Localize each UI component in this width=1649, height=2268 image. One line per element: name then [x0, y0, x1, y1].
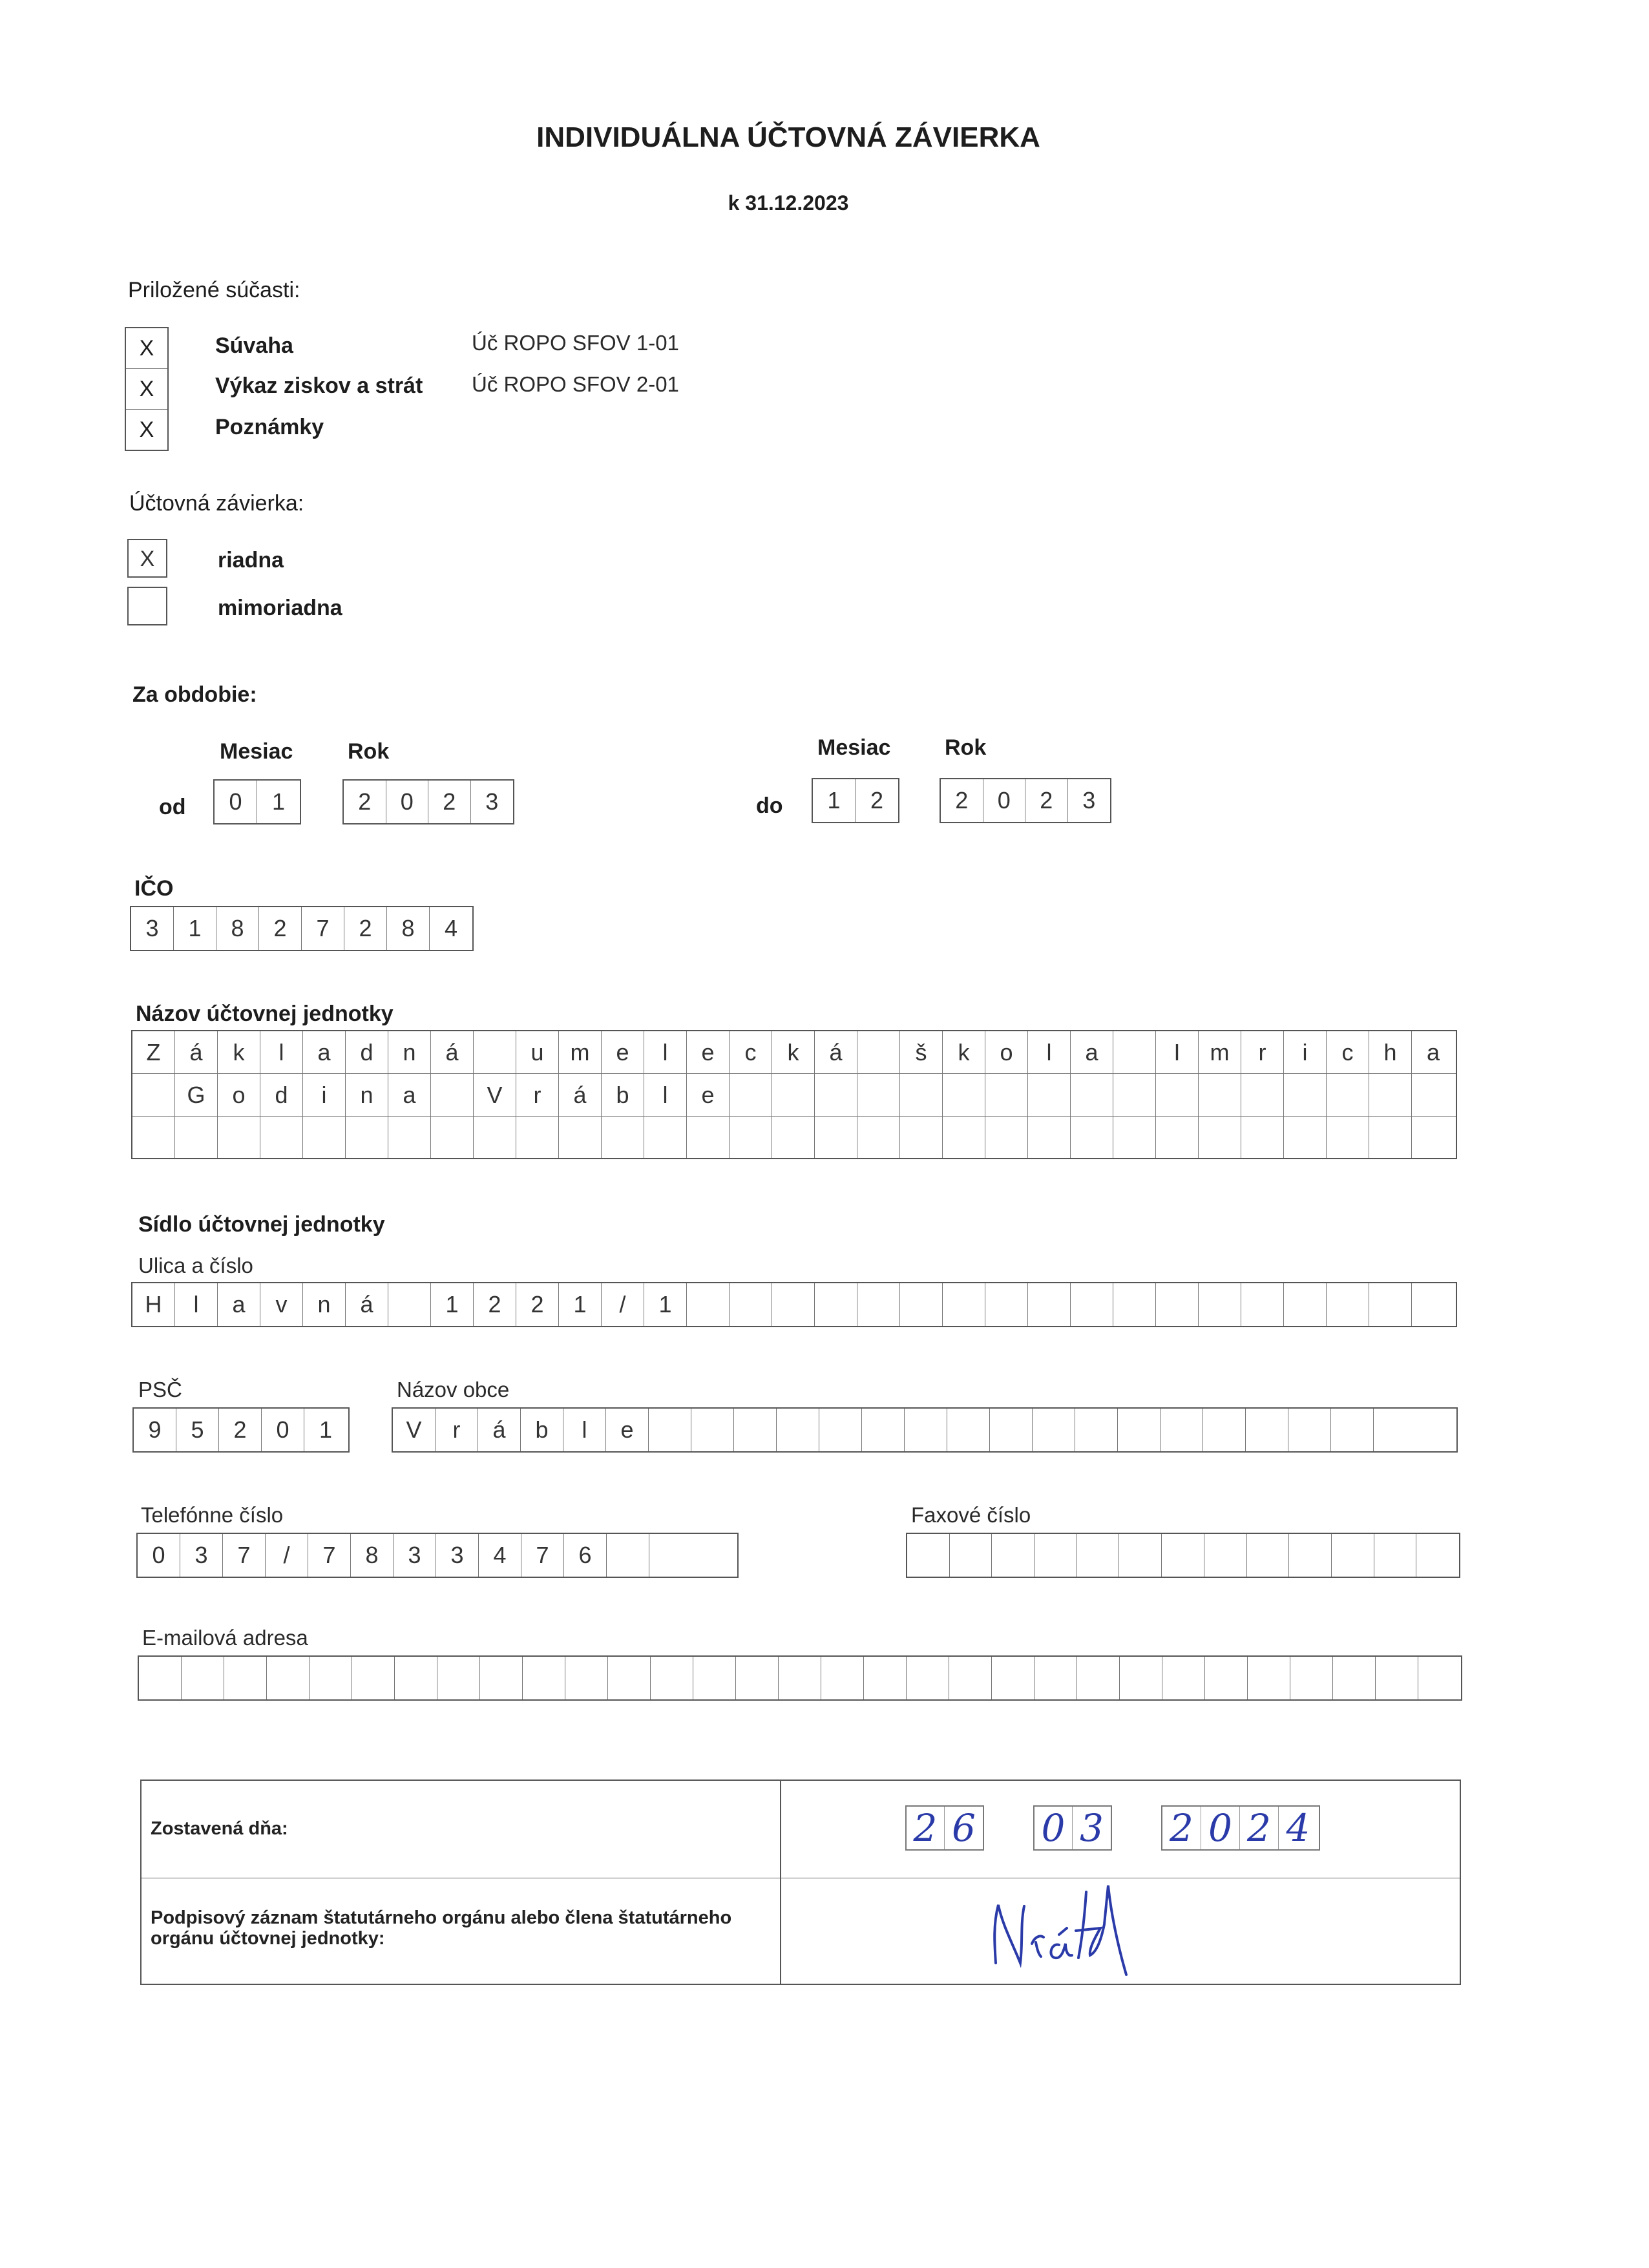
entity-name-row	[132, 1031, 1456, 1074]
char-cell	[730, 1283, 772, 1326]
char-cell	[218, 1117, 260, 1158]
statement-type-label-riadna: riadna	[218, 548, 284, 572]
compiled-month-field[interactable]: 0 3	[1033, 1805, 1112, 1851]
char-cell	[1416, 1534, 1459, 1577]
attachment-checkbox-vykaz[interactable]: X	[126, 369, 167, 410]
char-cell	[736, 1657, 779, 1699]
char-cell	[608, 1657, 651, 1699]
char-cell	[1333, 1657, 1376, 1699]
char-cell	[1028, 1074, 1071, 1116]
char-cell: l	[644, 1031, 687, 1073]
char-cell	[1247, 1534, 1290, 1577]
char-cell: á	[431, 1031, 474, 1073]
char-cell: n	[388, 1031, 431, 1073]
char-cell	[1077, 1657, 1120, 1699]
char-cell	[565, 1657, 608, 1699]
char-cell	[1289, 1534, 1332, 1577]
char-cell	[1071, 1117, 1113, 1158]
period-to-month-field[interactable]: 1 2	[812, 778, 899, 823]
char-cell	[1331, 1409, 1374, 1451]
attachment-label-vykaz: Výkaz ziskov a strát	[215, 373, 423, 398]
char-cell: 7	[223, 1534, 266, 1577]
char-cell	[1290, 1657, 1333, 1699]
char-cell: 1	[559, 1283, 602, 1326]
char-cell	[474, 1117, 516, 1158]
char-cell	[1113, 1074, 1156, 1116]
char-cell: l	[1028, 1031, 1071, 1073]
char-cell	[864, 1657, 907, 1699]
char-cell: i	[303, 1074, 346, 1116]
char-cell	[1248, 1657, 1290, 1699]
char-cell	[990, 1409, 1033, 1451]
signature-record-label: Podpisový záznam štatutárneho orgánu alebo člena štatutárneho orgánu účtovnej jednotky:	[151, 1907, 732, 1949]
char-cell	[815, 1283, 857, 1326]
char-cell	[900, 1074, 943, 1116]
char-cell	[267, 1657, 310, 1699]
char-cell	[1077, 1534, 1120, 1577]
char-cell: l	[563, 1409, 606, 1451]
entity-name-row	[132, 1074, 1456, 1117]
char-cell	[693, 1657, 736, 1699]
char-cell	[1035, 1657, 1077, 1699]
char-cell: š	[900, 1031, 943, 1073]
ico-label: IČO	[134, 876, 174, 901]
char-cell: 7	[521, 1534, 564, 1577]
char-cell: n	[346, 1074, 388, 1116]
street-field[interactable]	[131, 1282, 1457, 1327]
char-cell	[1412, 1117, 1455, 1158]
char-cell: G	[175, 1074, 218, 1116]
char-cell	[346, 1117, 388, 1158]
psc-field[interactable]: 9 5 2 0 1	[132, 1407, 350, 1453]
char-cell	[950, 1534, 993, 1577]
char-cell	[862, 1409, 905, 1451]
attachments-checkbox-column	[125, 327, 169, 451]
char-cell	[132, 1117, 175, 1158]
char-cell: 8	[351, 1534, 394, 1577]
char-cell	[1374, 1534, 1417, 1577]
char-cell	[175, 1117, 218, 1158]
char-cell	[687, 1283, 730, 1326]
char-cell: m	[559, 1031, 602, 1073]
char-cell: e	[606, 1409, 649, 1451]
char-cell: o	[218, 1074, 260, 1116]
char-cell	[1035, 1534, 1077, 1577]
char-cell	[480, 1657, 523, 1699]
char-cell: l	[175, 1283, 218, 1326]
period-from-label: od	[159, 795, 186, 819]
char-cell	[1284, 1283, 1327, 1326]
compiled-date-label: Zostavená dňa:	[151, 1818, 288, 1839]
char-cell	[1284, 1117, 1327, 1158]
char-cell	[1162, 1657, 1205, 1699]
char-cell	[691, 1409, 734, 1451]
char-cell	[985, 1283, 1028, 1326]
entity-name-label: Názov účtovnej jednotky	[136, 1002, 394, 1026]
char-cell: k	[943, 1031, 985, 1073]
char-cell	[431, 1074, 474, 1116]
char-cell: Z	[132, 1031, 175, 1073]
char-cell: c	[730, 1031, 772, 1073]
document-date: k 31.12.2023	[728, 191, 849, 215]
psc-label: PSČ	[138, 1378, 182, 1402]
city-label: Názov obce	[397, 1378, 510, 1402]
char-cell	[516, 1117, 559, 1158]
char-cell	[985, 1074, 1028, 1116]
period-from-month-label: Mesiac	[220, 739, 293, 764]
char-cell: e	[687, 1031, 730, 1073]
char-cell	[772, 1074, 815, 1116]
handwritten-signature	[982, 1873, 1175, 1989]
char-cell	[900, 1117, 943, 1158]
char-cell: k	[772, 1031, 815, 1073]
attachment-checkbox-poznamky[interactable]: X	[139, 417, 154, 442]
char-cell	[1288, 1409, 1331, 1451]
char-cell: c	[1327, 1031, 1369, 1073]
street-label: Ulica a číslo	[138, 1254, 253, 1277]
char-cell: a	[218, 1283, 260, 1326]
char-cell: a	[303, 1031, 346, 1073]
entity-name-row	[132, 1117, 1456, 1158]
char-cell	[139, 1657, 182, 1699]
char-cell	[1327, 1117, 1369, 1158]
char-cell	[1120, 1657, 1162, 1699]
char-cell	[1241, 1074, 1284, 1116]
attachment-code-vykaz: Úč ROPO SFOV 2-01	[472, 372, 679, 396]
char-cell	[1118, 1409, 1161, 1451]
char-cell	[943, 1283, 985, 1326]
char-cell	[644, 1117, 687, 1158]
char-cell	[905, 1409, 947, 1451]
char-cell: r	[1241, 1031, 1284, 1073]
statement-type-checkbox-riadna[interactable]: X	[127, 539, 167, 578]
char-cell	[734, 1409, 777, 1451]
statement-type-label-mimoriadna: mimoriadna	[218, 596, 342, 620]
char-cell	[777, 1409, 819, 1451]
char-cell	[303, 1117, 346, 1158]
char-cell: d	[260, 1074, 303, 1116]
char-cell	[1156, 1283, 1199, 1326]
char-cell	[1071, 1283, 1113, 1326]
char-cell: 1	[431, 1283, 474, 1326]
period-from-month-field[interactable]: 0 1	[213, 779, 301, 824]
char-cell: H	[132, 1283, 175, 1326]
char-cell: k	[218, 1031, 260, 1073]
char-cell: á	[559, 1074, 602, 1116]
char-cell: l	[644, 1074, 687, 1116]
char-cell: i	[1284, 1031, 1327, 1073]
char-cell	[559, 1117, 602, 1158]
char-cell: V	[474, 1074, 516, 1116]
char-cell: r	[516, 1074, 559, 1116]
char-cell: n	[303, 1283, 346, 1326]
char-cell	[388, 1283, 431, 1326]
char-cell	[1119, 1534, 1162, 1577]
char-cell	[1156, 1074, 1199, 1116]
char-cell: 3	[436, 1534, 479, 1577]
char-cell	[260, 1117, 303, 1158]
char-cell	[1327, 1074, 1369, 1116]
attachment-label-suvaha: Súvaha	[215, 333, 293, 358]
ico-field[interactable]: 3 1 8 2 7 2 8 4	[130, 906, 474, 951]
char-cell	[1199, 1283, 1241, 1326]
attachment-checkbox-suvaha[interactable]: X	[126, 328, 167, 369]
fax-label: Faxové číslo	[911, 1503, 1031, 1527]
char-cell: b	[602, 1074, 644, 1116]
compiled-day-field[interactable]: 2 6	[905, 1805, 984, 1851]
char-cell	[819, 1409, 862, 1451]
attachment-label-poznamky: Poznámky	[215, 415, 324, 439]
seat-label: Sídlo účtovnej jednotky	[138, 1212, 385, 1237]
char-cell	[1412, 1283, 1455, 1326]
char-cell	[1075, 1409, 1118, 1451]
period-from-year-field[interactable]: 2 0 2 3	[342, 779, 514, 824]
phone-field[interactable]	[136, 1533, 739, 1578]
char-cell: 6	[564, 1534, 607, 1577]
char-cell	[1412, 1074, 1455, 1116]
char-cell	[523, 1657, 565, 1699]
char-cell: 2	[474, 1283, 516, 1326]
char-cell: á	[815, 1031, 857, 1073]
char-cell: e	[687, 1074, 730, 1116]
char-cell	[947, 1409, 990, 1451]
char-cell	[1199, 1074, 1241, 1116]
char-cell: r	[436, 1409, 478, 1451]
char-cell	[985, 1117, 1028, 1158]
char-cell: h	[1369, 1031, 1412, 1073]
char-cell: á	[346, 1283, 388, 1326]
char-cell	[907, 1534, 950, 1577]
period-to-year-label: Rok	[945, 735, 987, 760]
char-cell	[730, 1117, 772, 1158]
period-to-year-field[interactable]: 2 0 2 3	[940, 778, 1111, 823]
char-cell	[1113, 1117, 1156, 1158]
statement-type-heading: Účtovná závierka:	[129, 491, 304, 516]
char-cell	[907, 1657, 949, 1699]
char-cell	[821, 1657, 864, 1699]
char-cell	[943, 1074, 985, 1116]
char-cell	[1284, 1074, 1327, 1116]
char-cell	[310, 1657, 352, 1699]
char-cell	[1156, 1117, 1199, 1158]
char-cell	[900, 1283, 943, 1326]
char-cell	[857, 1074, 900, 1116]
char-cell: á	[175, 1031, 218, 1073]
char-cell: b	[521, 1409, 563, 1451]
period-heading: Za obdobie:	[132, 682, 257, 707]
char-cell	[649, 1409, 691, 1451]
char-cell: 0	[138, 1534, 180, 1577]
char-cell: d	[346, 1031, 388, 1073]
char-cell	[815, 1074, 857, 1116]
char-cell: u	[516, 1031, 559, 1073]
char-cell	[992, 1657, 1035, 1699]
char-cell	[1028, 1283, 1071, 1326]
char-cell	[649, 1534, 692, 1577]
char-cell: 1	[644, 1283, 687, 1326]
char-cell	[474, 1031, 516, 1073]
char-cell	[1113, 1283, 1156, 1326]
char-cell: v	[260, 1283, 303, 1326]
char-cell: 7	[308, 1534, 351, 1577]
email-label: E-mailová adresa	[142, 1626, 308, 1650]
period-from-year-label: Rok	[348, 739, 390, 764]
char-cell	[1369, 1074, 1412, 1116]
char-cell	[182, 1657, 224, 1699]
char-cell	[772, 1117, 815, 1158]
char-cell	[779, 1657, 821, 1699]
char-cell	[437, 1657, 480, 1699]
email-field[interactable]	[138, 1655, 1462, 1701]
char-cell	[687, 1117, 730, 1158]
attachment-code-suvaha: Úč ROPO SFOV 1-01	[472, 331, 679, 355]
char-cell: 4	[479, 1534, 521, 1577]
char-cell: m	[1199, 1031, 1241, 1073]
char-cell	[857, 1031, 900, 1073]
char-cell	[1033, 1409, 1075, 1451]
char-cell	[1241, 1283, 1284, 1326]
char-cell	[132, 1074, 175, 1116]
char-cell: I	[1156, 1031, 1199, 1073]
char-cell	[224, 1657, 267, 1699]
char-cell: 3	[394, 1534, 436, 1577]
char-cell	[772, 1283, 815, 1326]
char-cell	[1327, 1283, 1369, 1326]
char-cell	[395, 1657, 437, 1699]
char-cell: e	[602, 1031, 644, 1073]
char-cell: /	[602, 1283, 644, 1326]
char-cell: o	[985, 1031, 1028, 1073]
char-cell	[815, 1117, 857, 1158]
char-cell	[730, 1074, 772, 1116]
char-cell	[949, 1657, 992, 1699]
char-cell	[388, 1117, 431, 1158]
char-cell	[1204, 1534, 1247, 1577]
char-cell: a	[388, 1074, 431, 1116]
entity-name-field[interactable]	[131, 1030, 1457, 1159]
char-cell	[1161, 1409, 1203, 1451]
char-cell	[1205, 1657, 1248, 1699]
char-cell	[352, 1657, 395, 1699]
char-cell: l	[260, 1031, 303, 1073]
char-cell	[1241, 1117, 1284, 1158]
period-to-label: do	[756, 793, 783, 818]
char-cell	[857, 1283, 900, 1326]
document-title: INDIVIDUÁLNA ÚČTOVNÁ ZÁVIERKA	[536, 121, 1040, 153]
char-cell	[1162, 1534, 1204, 1577]
char-cell	[1369, 1117, 1412, 1158]
char-cell: a	[1426, 1038, 1440, 1066]
char-cell: /	[266, 1534, 308, 1577]
char-cell: á	[478, 1409, 521, 1451]
char-cell	[943, 1117, 985, 1158]
city-field[interactable]	[392, 1407, 1458, 1453]
fax-field[interactable]	[906, 1533, 1460, 1578]
signature-table	[140, 1780, 1461, 1985]
char-cell: 3	[180, 1534, 223, 1577]
char-cell	[1418, 1657, 1461, 1699]
char-cell: 2	[516, 1283, 559, 1326]
char-cell	[992, 1534, 1035, 1577]
compiled-year-field[interactable]: 2 0 2 4	[1161, 1805, 1320, 1851]
char-cell	[1199, 1117, 1241, 1158]
char-cell	[1071, 1074, 1113, 1116]
period-to-month-label: Mesiac	[817, 735, 891, 760]
char-cell	[431, 1117, 474, 1158]
char-cell: a	[1071, 1031, 1113, 1073]
char-cell	[602, 1117, 644, 1158]
char-cell	[607, 1534, 649, 1577]
char-cell	[857, 1117, 900, 1158]
char-cell	[1374, 1409, 1416, 1451]
statement-type-checkbox-mimoriadna[interactable]	[127, 587, 167, 625]
attachments-heading: Priložené súčasti:	[128, 278, 300, 302]
char-cell	[651, 1657, 693, 1699]
phone-label: Telefónne číslo	[141, 1503, 284, 1527]
char-cell: V	[393, 1409, 436, 1451]
char-cell	[1376, 1657, 1418, 1699]
char-cell	[1246, 1409, 1288, 1451]
char-cell	[1113, 1031, 1156, 1073]
char-cell	[1332, 1534, 1374, 1577]
char-cell	[1203, 1409, 1246, 1451]
char-cell	[1369, 1283, 1412, 1326]
char-cell	[1028, 1117, 1071, 1158]
